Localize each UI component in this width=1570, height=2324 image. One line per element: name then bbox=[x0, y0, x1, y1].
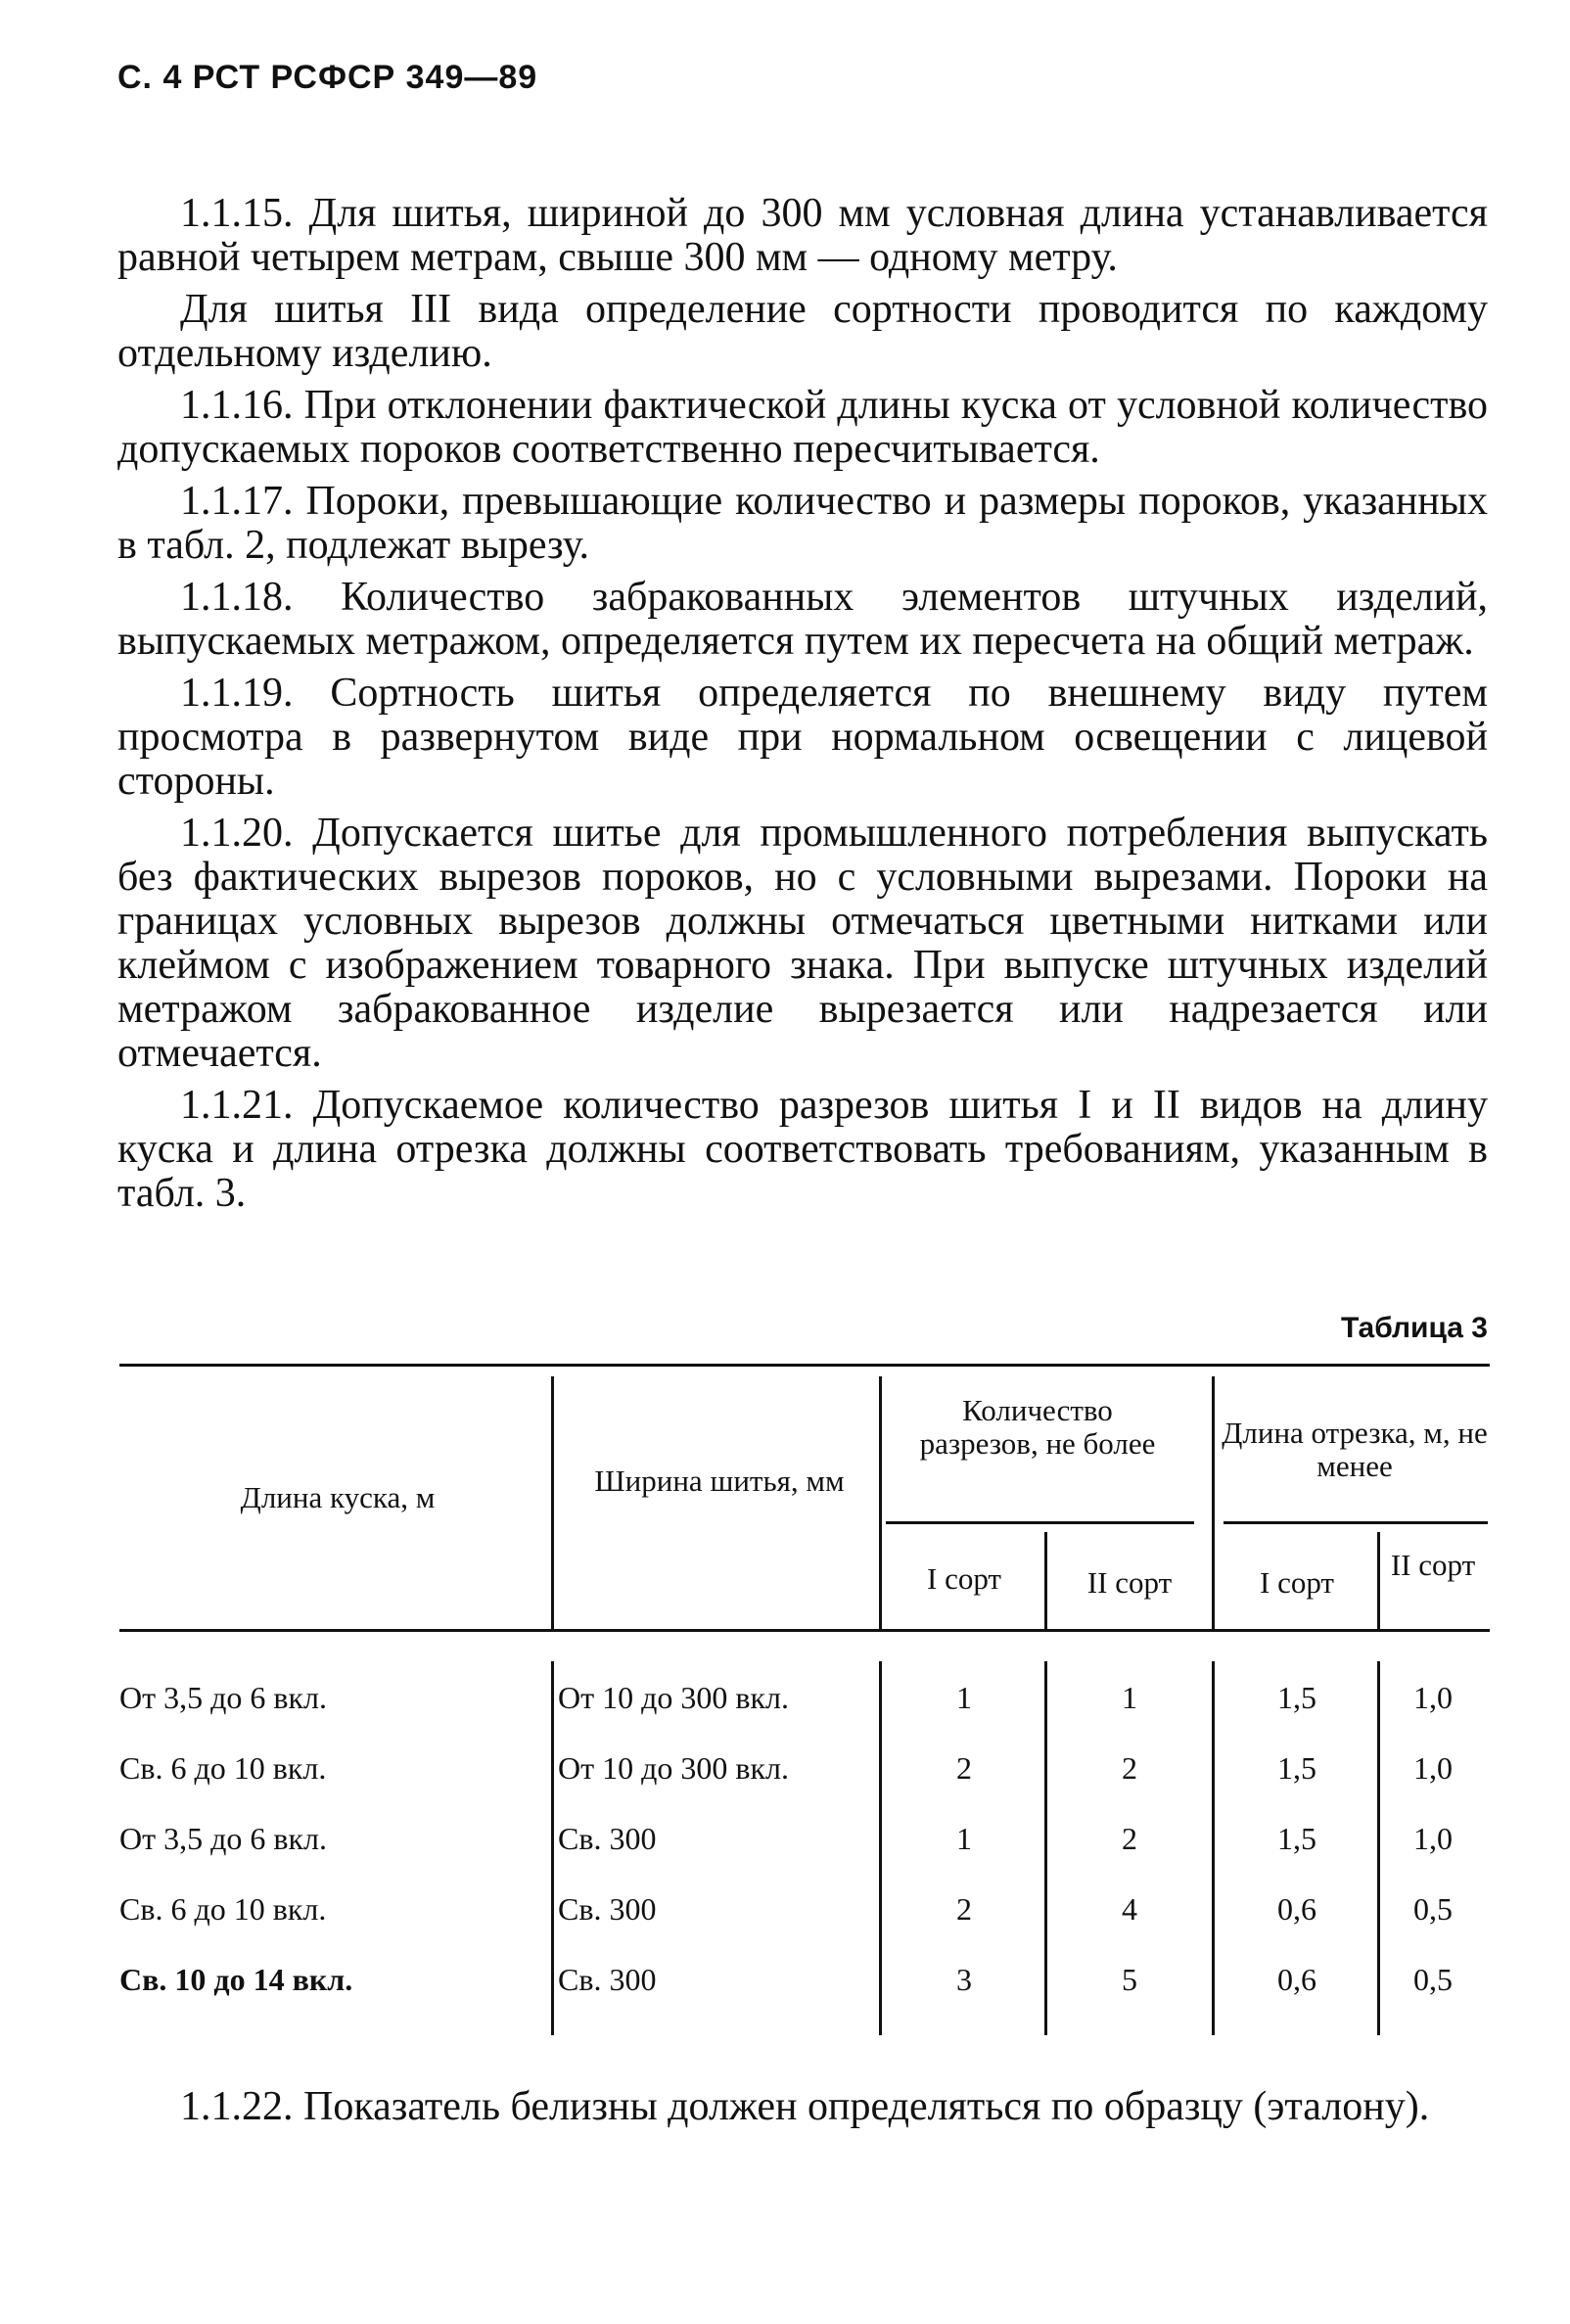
column-divider-4 bbox=[1212, 1376, 1215, 1629]
header-cuts-grade-1: I сорт bbox=[927, 1561, 1001, 1596]
table-cell-length: Св. 6 до 10 вкл. bbox=[119, 1891, 327, 1927]
table-cell-seg-2: 1,0 bbox=[1413, 1821, 1453, 1856]
table-cell-width: Св. 300 bbox=[558, 1891, 657, 1927]
table-cell-cuts-1: 1 bbox=[956, 1680, 972, 1715]
header-length: Длина куска, м bbox=[240, 1480, 436, 1514]
running-header: С. 4 РСТ РСФСР 349—89 bbox=[117, 59, 538, 96]
header-cuts-group: Количество разрезов, не более bbox=[919, 1393, 1156, 1461]
table-cell-seg-2: 0,5 bbox=[1413, 1891, 1453, 1927]
column-divider-1 bbox=[551, 1376, 554, 1629]
table-cell-width: Св. 300 bbox=[558, 1962, 657, 1997]
paragraph-1-1-17: 1.1.17. Пороки, превышающие количество и размеры пороков, указанных в табл. 2, подлежат вырезу. bbox=[117, 479, 1488, 568]
table-cell-width: Св. 300 bbox=[558, 1821, 657, 1856]
table-cell-seg-1: 1,5 bbox=[1277, 1821, 1316, 1856]
table-cell-cuts-1: 1 bbox=[956, 1821, 972, 1856]
paragraph-1-1-21: 1.1.21. Допускаемое количество разрезов шитья I и II видов на длину куска и длина отрезка должны соответствовать требованиям, указанным в табл. 3. bbox=[117, 1083, 1488, 1216]
table-cell-length: Св. 10 до 14 вкл. bbox=[119, 1962, 353, 1997]
header-cuts-grade-2: II сорт bbox=[1086, 1565, 1173, 1600]
table-cell-length: Св. 6 до 10 вкл. bbox=[119, 1750, 327, 1786]
table-cell-cuts-2: 2 bbox=[1122, 1750, 1137, 1786]
table-cell-cuts-2: 5 bbox=[1122, 1962, 1137, 1997]
table-cell-cuts-2: 4 bbox=[1122, 1891, 1137, 1927]
table-cell-length: От 3,5 до 6 вкл. bbox=[119, 1821, 327, 1856]
table-cell-seg-1: 1,5 bbox=[1277, 1750, 1316, 1786]
header-seg-grade-2: II сорт bbox=[1390, 1548, 1476, 1582]
paragraph-1-1-18: 1.1.18. Количество забракованных элементов штучных изделий, выпускаемых метражом, определяется путем их пересчета на общий метраж. bbox=[117, 575, 1488, 664]
table-cell-seg-2: 0,5 bbox=[1413, 1962, 1453, 1997]
paragraph-1-1-15: 1.1.15. Для шитья, шириной до 300 мм условная длина устанавливается равной четырем метрам, свыше 300 мм — одному метру. bbox=[117, 191, 1488, 280]
group-rule-cuts bbox=[886, 1521, 1194, 1524]
final-text bbox=[117, 2083, 1488, 2130]
paragraph-1-1-19: 1.1.19. Сортность шитья определяется по внешнему виду путем просмотра в развернутом виде при нормальном освещении с лицевой стороны. bbox=[117, 671, 1488, 804]
paragraph-1-1-20: 1.1.20. Допускается шитье для промышленного потребления выпускать без фактических вырезов пороков, но с условными вырезами. Пороки на границах условных вырезов должны отмечаться цветными нитками или клеймом с изображением товарного знака. При выпуске штучных изделий метражом забракованное изделие вырезается или надрезается или отмечается. bbox=[117, 811, 1488, 1076]
body-divider-2 bbox=[879, 1661, 882, 2035]
table-cell-cuts-1: 3 bbox=[956, 1962, 972, 1997]
table-cell-cuts-1: 2 bbox=[956, 1750, 972, 1786]
table-caption: Таблица 3 bbox=[1340, 1312, 1488, 1344]
table-cell-cuts-2: 2 bbox=[1122, 1821, 1137, 1856]
table-cell-seg-2: 1,0 bbox=[1413, 1750, 1453, 1786]
body-text bbox=[117, 192, 1488, 1224]
body-divider-3 bbox=[1044, 1661, 1047, 2035]
table-cell-cuts-2: 1 bbox=[1122, 1680, 1137, 1715]
table-cell-seg-1: 1,5 bbox=[1277, 1680, 1316, 1715]
table-cell-seg-1: 0,6 bbox=[1277, 1962, 1316, 1997]
header-bottom-rule bbox=[119, 1629, 1490, 1632]
table-cell-width: От 10 до 300 вкл. bbox=[558, 1680, 789, 1715]
table-cell-seg-2: 1,0 bbox=[1413, 1680, 1453, 1715]
column-divider-2 bbox=[879, 1376, 882, 1629]
column-divider-5 bbox=[1377, 1532, 1380, 1629]
table-cell-length: От 3,5 до 6 вкл. bbox=[119, 1680, 327, 1715]
table-cell-cuts-1: 2 bbox=[956, 1891, 972, 1927]
header-width: Ширина шитья, мм bbox=[594, 1464, 845, 1498]
group-rule-segment bbox=[1224, 1521, 1488, 1524]
paragraph-type-iii: Для шитья III вида определение сортности проводится по каждому отдельному изделию. bbox=[117, 287, 1488, 376]
body-divider-4 bbox=[1212, 1661, 1215, 2035]
column-divider-3 bbox=[1044, 1532, 1047, 1629]
body-divider-1 bbox=[551, 1661, 554, 2035]
header-segment-group: Длина отрезка, м, не менее bbox=[1222, 1416, 1488, 1483]
body-divider-5 bbox=[1377, 1661, 1380, 2035]
table-cell-width: От 10 до 300 вкл. bbox=[558, 1750, 789, 1786]
table-cell-seg-1: 0,6 bbox=[1277, 1891, 1316, 1927]
header-seg-grade-1: I сорт bbox=[1260, 1565, 1334, 1600]
paragraph-1-1-16: 1.1.16. При отклонении фактической длины куска от условной количество допускаемых пороков соответственно пересчитывается. bbox=[117, 383, 1488, 472]
paragraph-1-1-22: 1.1.22. Показатель белизны должен определяться по образцу (эталону). bbox=[180, 2084, 1430, 2129]
table-top-rule bbox=[119, 1364, 1490, 1367]
